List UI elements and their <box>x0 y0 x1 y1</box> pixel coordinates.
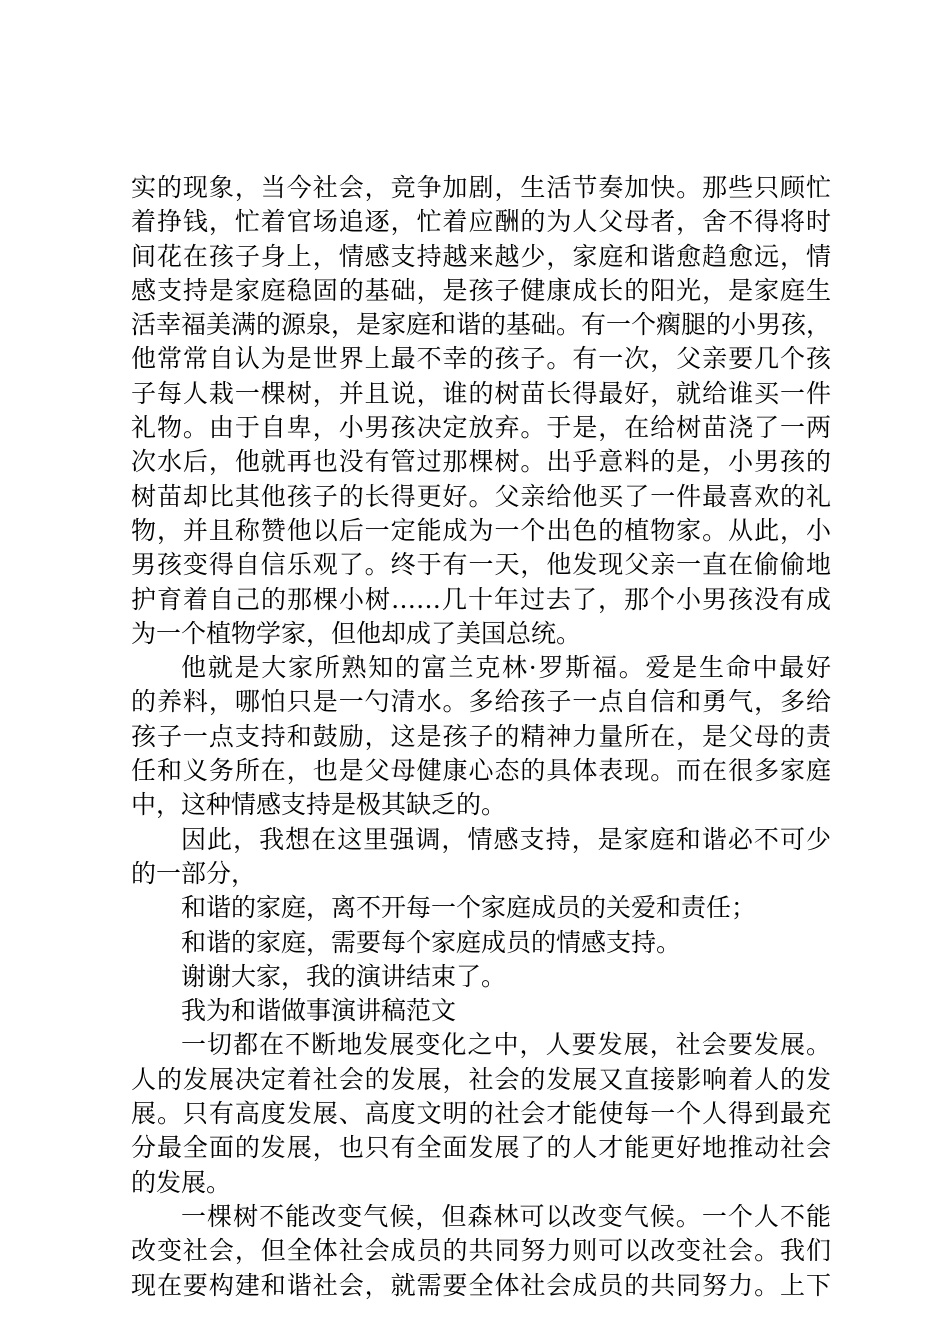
text-line: 和谐的家庭，离不开每一个家庭成员的关爱和责任； <box>181 893 757 923</box>
text-line: 现在要构建和谐社会，就需要全体社会成员的共同努力。上下 <box>131 1270 831 1300</box>
text-line: 任和义务所在，也是父母健康心态的具体表现。而在很多家庭 <box>131 756 831 786</box>
text-line: 谢谢大家，我的演讲结束了。 <box>181 961 507 991</box>
text-line: 分最全面的发展，也只有全面发展了的人才能更好地推动社会 <box>131 1133 831 1163</box>
text-line: 的发展。 <box>131 1167 232 1197</box>
text-line: 男孩变得自信乐观了。终于有一天，他发现父亲一直在偷偷地 <box>131 550 831 580</box>
text-line: 实的现象，当今社会，竞争加剧，生活节奏加快。那些只顾忙 <box>131 173 831 202</box>
text-line: 他常常自认为是世界上最不幸的孩子。有一次，父亲要几个孩 <box>131 344 831 374</box>
text-line: 孩子一点支持和鼓励，这是孩子的精神力量所在，是父母的责 <box>131 721 831 751</box>
text-line: 间花在孩子身上，情感支持越来越少，家庭和谐愈趋愈远，情 <box>131 241 831 271</box>
text-line: 感支持是家庭稳固的基础，是孩子健康成长的阳光，是家庭生 <box>131 275 831 305</box>
text-line: 物，并且称赞他以后一定能成为一个出色的植物家。从此，小 <box>131 515 831 545</box>
text-line: 一棵树不能改变气候，但森林可以改变气候。一个人不能 <box>181 1201 831 1231</box>
text-line: 一切都在不断地发展变化之中，人要发展，社会要发展。 <box>181 1030 831 1060</box>
text-line: 次水后，他就再也没有管过那棵树。出乎意料的是，小男孩的 <box>131 447 831 477</box>
text-line: 我为和谐做事演讲稿范文 <box>181 996 457 1026</box>
text-line: 护育着自己的那棵小树……几十年过去了，那个小男孩没有成 <box>131 584 831 614</box>
text-line: 树苗却比其他孩子的长得更好。父亲给他买了一件最喜欢的礼 <box>131 481 831 511</box>
text-line: 人的发展决定着社会的发展，社会的发展又直接影响着人的发 <box>131 1064 831 1094</box>
text-line: 改变社会，但全体社会成员的共同努力则可以改变社会。我们 <box>131 1236 831 1266</box>
text-line: 因此，我想在这里强调，情感支持，是家庭和谐必不可少 <box>181 824 831 854</box>
text-line: 和谐的家庭，需要每个家庭成员的情感支持。 <box>181 927 682 957</box>
text-line: 展。只有高度发展、高度文明的社会才能使每一个人得到最充 <box>131 1099 831 1129</box>
text-line: 为一个植物学家，但他却成了美国总统。 <box>131 618 582 648</box>
text-line: 他就是大家所熟知的富兰克林·罗斯福。爱是生命中最好 <box>181 653 831 683</box>
document-page <box>131 171 831 1303</box>
text-line: 活幸福美满的源泉，是家庭和谐的基础。有一个瘸腿的小男孩， <box>131 310 832 340</box>
text-line: 着挣钱，忙着官场追逐，忙着应酬的为人父母者，舍不得将时 <box>131 207 831 237</box>
text-line: 礼物。由于自卑，小男孩决定放弃。于是，在给树苗浇了一两 <box>131 413 831 443</box>
text-line: 的一部分， <box>131 858 257 888</box>
text-line: 中，这种情感支持是极其缺乏的。 <box>131 790 507 820</box>
text-line: 的养料，哪怕只是一勺清水。多给孩子一点自信和勇气，多给 <box>131 687 831 717</box>
text-line: 子每人栽一棵树，并且说，谁的树苗长得最好，就给谁买一件 <box>131 378 831 408</box>
